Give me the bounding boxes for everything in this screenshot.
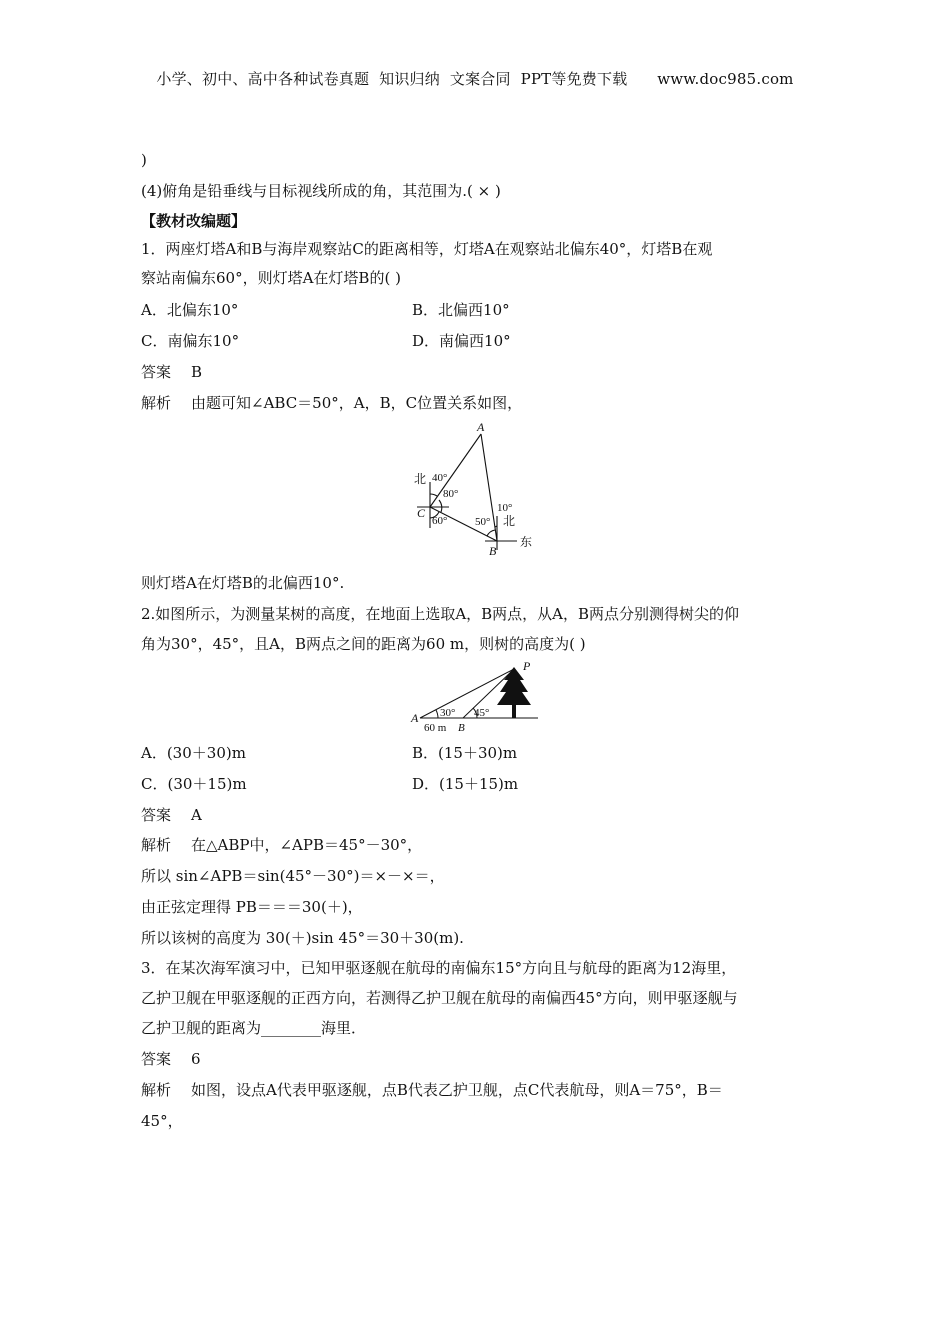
question-2-text: 角为30°，45°，且A，B两点之间的距离为60 m，则树的高度为( ) xyxy=(141,635,586,653)
option-d: D．南偏西10° xyxy=(412,332,511,350)
solution-text: 所以 sin∠APB＝sin(45°－30°)＝×－×＝， xyxy=(141,867,445,885)
answer-line xyxy=(141,362,202,382)
label-angle-10: 10° xyxy=(497,502,513,514)
answer-value: 6 xyxy=(191,1050,201,1068)
answer-label: 答案 xyxy=(141,806,172,824)
solution-text: 则灯塔A在灯塔B的北偏西10°. xyxy=(141,574,345,592)
solution-line xyxy=(141,835,422,855)
text-line: ) xyxy=(141,151,147,169)
solution-text: 45°， xyxy=(141,1112,183,1130)
question-3-text: 3．在某次海军演习中，已知甲驱逐舰在航母的南偏东15°方向且与航母的距离为12海里， xyxy=(141,959,737,977)
option-a: A．(30＋30)m xyxy=(141,744,246,762)
solution-text: 由正弦定理得 PB＝＝＝30(＋)， xyxy=(141,898,363,916)
solution-label: 解析 xyxy=(141,394,172,412)
solution-line xyxy=(141,1080,723,1100)
sight-line-a xyxy=(420,669,514,718)
label-A: A xyxy=(411,711,419,725)
solution-label: 解析 xyxy=(141,836,172,854)
label-angle-50: 50° xyxy=(475,516,491,528)
question-1-text: 察站南偏东60°，则灯塔A在灯塔B的( ) xyxy=(141,269,401,287)
page-header: 小学、初中、高中各种试卷真题 知识归纳 文案合同 PPT等免费下载 www.doc985.com xyxy=(156,70,794,88)
question-3-text: 乙护卫舰在甲驱逐舰的正西方向，若测得乙护卫舰在航母的南偏西45°方向，则甲驱逐舰与 xyxy=(141,989,738,1007)
answer-value: A xyxy=(191,806,202,824)
label-B: B xyxy=(489,544,497,558)
label-C: C xyxy=(417,506,426,520)
label-angle-40: 40° xyxy=(432,472,448,484)
label-angle-60: 60° xyxy=(432,515,448,527)
label-B: B xyxy=(458,722,465,734)
solution-label: 解析 xyxy=(141,1081,172,1099)
answer-line xyxy=(141,1049,201,1069)
options-row xyxy=(141,331,741,351)
options-row xyxy=(141,300,741,320)
label-north: 北 xyxy=(503,514,516,528)
label-north: 北 xyxy=(414,472,427,486)
options-row xyxy=(141,774,741,794)
option-c: C．南偏东10° xyxy=(141,332,240,350)
label-angle-30: 30° xyxy=(440,707,456,719)
label-A: A xyxy=(477,420,485,434)
solution-text: 在△ABP中，∠APB＝45°－30°， xyxy=(191,836,423,854)
angle-arc xyxy=(430,494,437,496)
angle-arc xyxy=(487,530,495,536)
answer-label: 答案 xyxy=(141,1050,172,1068)
section-title: 【教材改编题】 xyxy=(141,212,247,230)
angle-arc xyxy=(439,500,442,512)
solution-text: 如图，设点A代表甲驱逐舰，点B代表乙护卫舰，点C代表航母，则A＝75°，B＝ xyxy=(191,1081,723,1099)
options-row xyxy=(141,743,741,763)
answer-label: 答案 xyxy=(141,363,172,381)
answer-line xyxy=(141,805,202,825)
bearing-diagram xyxy=(405,420,555,565)
tree-height-diagram xyxy=(408,660,543,735)
option-a: A．北偏东10° xyxy=(141,301,239,319)
question-2-text: 2.如图所示，为测量某树的高度，在地面上选取A，B两点，从A，B两点分别测得树尖的仰 xyxy=(141,605,740,623)
label-distance: 60 m xyxy=(424,722,447,734)
question-3-text: 乙护卫舰的距离为________海里． xyxy=(141,1019,367,1037)
solution-text: 由题可知∠ABC＝50°，A，B，C位置关系如图， xyxy=(191,394,523,412)
answer-value: B xyxy=(191,363,203,381)
question-1-text: 1．两座灯塔A和B与海岸观察站C的距离相等，灯塔A在观察站北偏东40°，灯塔B在观 xyxy=(141,240,713,258)
option-b: B．(15＋30)m xyxy=(412,744,518,762)
label-east: 东 xyxy=(520,535,533,549)
solution-text: 所以该树的高度为 30(＋)sin 45°＝30＋30(m). xyxy=(141,929,464,947)
label-angle-80: 80° xyxy=(443,488,459,500)
label-P: P xyxy=(523,660,531,673)
option-b: B．北偏西10° xyxy=(412,301,510,319)
angle-arc xyxy=(436,710,438,718)
option-c: C．(30＋15)m xyxy=(141,775,247,793)
option-d: D．(15＋15)m xyxy=(412,775,519,793)
label-angle-45: 45° xyxy=(474,707,490,719)
text-line: (4)俯角是铅垂线与目标视线所成的角，其范围为.( × ) xyxy=(141,182,501,200)
solution-line xyxy=(141,393,522,413)
